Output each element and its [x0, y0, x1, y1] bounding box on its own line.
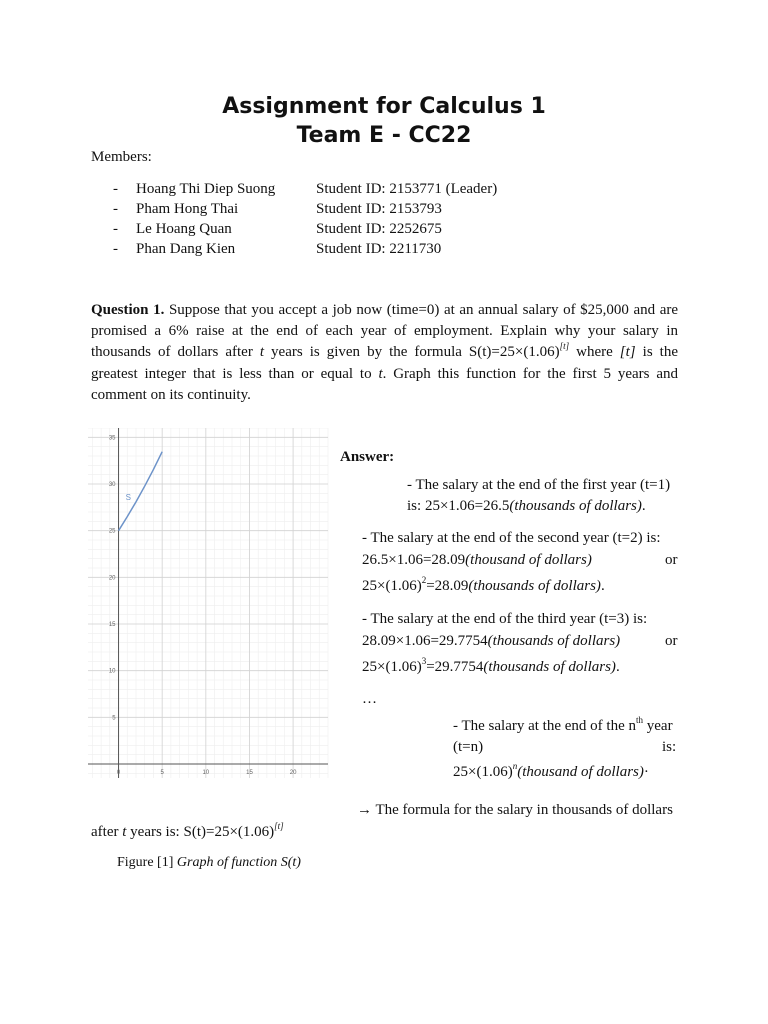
member-name: Phan Dang Kien [136, 241, 236, 257]
answer-year2-or: or [665, 552, 678, 568]
question-text: years is given by the formula [271, 344, 462, 360]
answer-exponent: n [512, 761, 518, 771]
figure-caption-label: Figure [1] [117, 855, 174, 870]
question-text: Suppose that you accept a job now (time=0) at an annual salary of $25,000 and are [168, 302, 679, 318]
question-line-4 [91, 364, 678, 385]
answer-year2-line1: - The salary at the end of the second year (t=2) is: [362, 530, 661, 546]
answer-exponent: 3 [421, 656, 427, 666]
question-paragraph [91, 300, 678, 406]
y-tick-label: 30 [108, 482, 116, 488]
y-tick-label: 10 [108, 668, 116, 675]
x-tick-label: 20 [289, 770, 297, 776]
floor-t: [t] [619, 344, 636, 360]
formula-exponent: [t] [559, 341, 570, 351]
conclusion-text: after [91, 824, 119, 840]
answer-math: 26.5×1.06=28.09 [362, 552, 466, 568]
x-tick-label: 5 [160, 770, 164, 776]
answer-unit: (thousands of dollars) [468, 578, 601, 594]
member-bullet: - [113, 221, 118, 237]
question-line-2: promised a 6% raise at the end of each year of employment. Explain why your salary in [91, 323, 678, 339]
member-bullet: - [113, 181, 118, 197]
answer-unit: (thousand of dollars) [517, 764, 644, 780]
question-line-3 [91, 342, 678, 364]
variable-t: t [122, 824, 127, 840]
member-bullet: - [113, 241, 118, 257]
x-tick-label: 10 [202, 770, 210, 776]
member-name: Hoang Thi Diep Suong [136, 181, 276, 197]
answer-math: 28.09×1.06=29.7754 [362, 633, 488, 649]
question-text: . Graph this function for the first 5 years and [382, 366, 678, 382]
answer-unit: (thousand of dollars) [465, 552, 592, 568]
question-text: thousands of dollars after [91, 344, 253, 360]
answer-math: 25×(1.06) [362, 578, 422, 594]
answer-unit: (thousands of dollars) [487, 633, 621, 649]
conclusion-formula: S(t)=25×(1.06) [183, 824, 275, 840]
conclusion-line1 [357, 800, 673, 820]
question-text: where [576, 344, 613, 360]
title-line-2: Team E - CC22 [296, 123, 472, 148]
answer-year2-line3 [362, 576, 605, 597]
question-label: Question 1. [91, 302, 165, 318]
y-tick-label: 15 [108, 622, 116, 628]
answer-yearn-line3 [453, 762, 649, 783]
variable-t: t [259, 344, 265, 360]
answer-yearn-line2a: (t=n) [453, 739, 484, 755]
salary-formula [468, 341, 570, 360]
arrow-icon: → [357, 802, 372, 818]
y-tick-label: 20 [108, 575, 116, 582]
figure-caption-title: Graph of function S(t) [176, 855, 301, 870]
answer-year1-line2 [407, 496, 646, 516]
answer-punct: . [641, 498, 646, 514]
variable-t: t [378, 366, 383, 382]
answer-punct: . [600, 578, 605, 594]
conclusion-text: years is: [130, 824, 180, 840]
answer-yearn-line2b: is: [662, 739, 677, 755]
member-student-id: Student ID: 2252675 [316, 221, 442, 237]
answer-unit: (thousands of dollars) [509, 498, 642, 514]
answer-text: - The salary at the end of the n [453, 718, 636, 734]
answer-math: 25×(1.06) [362, 659, 422, 675]
title-line-1: Assignment for Calculus 1 [222, 94, 546, 119]
salary-graph [88, 428, 332, 788]
member-student-id: Student ID: 2153771 (Leader) [316, 181, 498, 197]
answer-text: is: [407, 498, 422, 514]
answer-punct: · [643, 764, 649, 780]
answer-label: Answer: [340, 449, 395, 465]
answer-yearn-line1 [453, 716, 673, 737]
answer-year3-or: or [665, 633, 678, 649]
answer-year2-line2 [362, 550, 592, 570]
figure-caption [117, 853, 301, 873]
member-student-id: Student ID: 2211730 [316, 241, 442, 257]
formula-text: S(t)=25×(1.06) [468, 344, 560, 360]
conclusion-line2 [91, 822, 284, 843]
question-text: is the [642, 344, 678, 360]
members-label: Members: [91, 149, 152, 165]
question-line-1 [91, 300, 678, 321]
member-name: Pham Hong Thai [136, 201, 239, 217]
question-line-5: comment on its continuity. [91, 387, 251, 403]
member-bullet: - [113, 201, 118, 217]
answer-ellipsis: … [362, 691, 377, 707]
answer-year1-line1: - The salary at the end of the first year (t=1) [407, 477, 671, 493]
x-tick-label: 0 [116, 770, 121, 776]
answer-superscript: th [636, 715, 644, 725]
answer-text: year [646, 718, 673, 734]
conclusion-text: The formula for the salary in thousands of dollars [375, 802, 673, 818]
answer-math: =28.09 [426, 578, 469, 594]
member-name: Le Hoang Quan [136, 221, 232, 237]
answer-year3-line1: - The salary at the end of the third year (t=3) is: [362, 611, 648, 627]
answer-year3-line3 [362, 657, 620, 678]
answer-math: 25×1.06=26.5 [424, 498, 510, 514]
question-text: greatest integer that is less than or equal to [91, 366, 372, 382]
member-student-id: Student ID: 2153793 [316, 201, 442, 217]
answer-exponent: 2 [421, 575, 427, 585]
series-line [119, 452, 163, 531]
y-tick-label: 25 [108, 528, 116, 535]
series-label: S [125, 492, 131, 502]
answer-unit: (thousands of dollars) [483, 659, 616, 675]
answer-math: =29.7754 [426, 659, 484, 675]
y-tick-label: 35 [108, 435, 116, 442]
y-tick-label: 5 [112, 715, 116, 722]
answer-punct: . [615, 659, 620, 675]
answer-year3-line2 [362, 631, 620, 651]
answer-math: 25×(1.06) [453, 764, 513, 780]
x-tick-label: 15 [246, 770, 253, 776]
formula-exponent: [t] [274, 821, 284, 831]
